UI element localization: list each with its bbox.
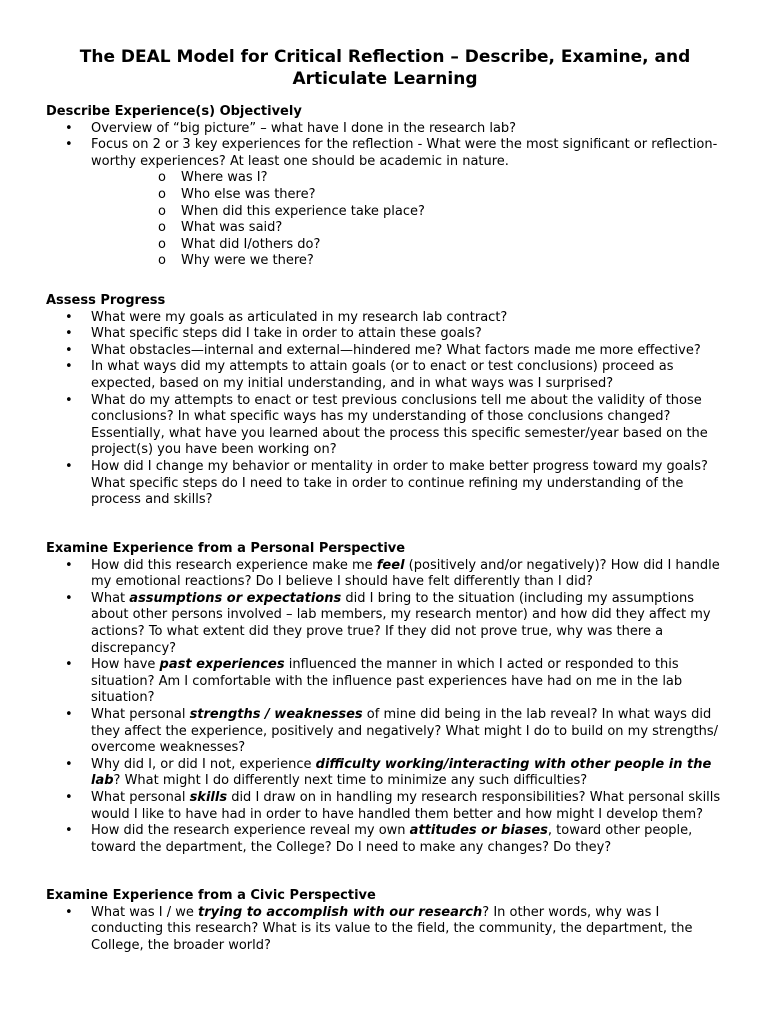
item-text: In what ways did my attempts to attain goals (or to enact or test conclusions) proceed as expected, based on my initial understanding, and in what ways was I surprised? — [91, 359, 674, 391]
section-civic-perspective — [46, 888, 730, 954]
emphasized-text: feel — [376, 557, 405, 573]
item-text: influenced the manner in which I acted or responded to this situation? Am I comfortable with the influence past experiences have had on me in the lab situation? — [91, 657, 683, 706]
item-text: What do my attempts to enact or test previous conclusions tell me about the validity of those conclusions? In what specific ways has my understanding of those conclusions changed? Essentially, what have you learned about the process this specific semester/year based on the project(s) you have been working on? — [91, 392, 708, 458]
list-item — [46, 757, 730, 790]
section-heading: Assess Progress — [46, 293, 166, 308]
sub-list-item — [91, 170, 730, 187]
item-text: What specific steps did I take in order to attain these goals? — [91, 326, 482, 342]
sub-list-item — [91, 187, 730, 204]
emphasized-text: strengths / weaknesses — [189, 706, 363, 722]
bullet-icon: • — [65, 359, 73, 375]
bullet-icon: • — [65, 458, 73, 474]
sub-item-text: What did I/others do? — [181, 236, 321, 252]
list-item — [46, 823, 730, 856]
sub-bullet-icon: o — [158, 236, 166, 252]
bullet-list — [46, 121, 730, 270]
sub-item-text: When did this experience take place? — [181, 203, 425, 219]
sub-item-text: What was said? — [181, 220, 283, 236]
item-text: What obstacles—internal and external—hindered me? What factors made me more effective? — [91, 342, 701, 358]
bullet-list — [46, 310, 730, 509]
list-item — [46, 657, 730, 707]
item-text: What were my goals as articulated in my research lab contract? — [91, 309, 508, 325]
list-item — [46, 459, 730, 509]
list-item — [46, 359, 730, 392]
section-describe-experience — [46, 104, 730, 270]
item-text: (positively and/or negatively)? How did I handle my emotional reactions? Do I believe I should have felt differently than I did? — [91, 557, 720, 590]
item-text: Overview of “big picture” – what have I done in the research lab? — [91, 120, 517, 136]
bullet-icon: • — [65, 120, 73, 136]
emphasized-text: past experiences — [159, 657, 285, 673]
bullet-icon: • — [65, 342, 73, 358]
list-item — [46, 326, 730, 343]
sub-list-item — [91, 204, 730, 221]
item-text: How have — [91, 657, 160, 673]
list-item — [46, 121, 730, 138]
list-item — [46, 591, 730, 657]
emphasized-text: trying to accomplish with our research — [198, 904, 483, 920]
bullet-icon: • — [65, 657, 73, 673]
bullet-icon: • — [65, 756, 73, 772]
emphasized-text: skills — [189, 789, 228, 805]
list-item — [46, 393, 730, 459]
list-item — [46, 790, 730, 823]
bullet-list — [46, 905, 730, 955]
item-text: How did this research experience make me — [91, 557, 377, 573]
list-item — [46, 343, 730, 360]
bullet-icon: • — [65, 904, 73, 920]
item-text: ? In other words, why was I conducting this research? What is its value to the field, the community, the department, the College, the broader world? — [91, 904, 693, 953]
item-text: did I draw on in handling my research responsibilities? What personal skills would I like to have had in order to have handled them better and how might I develop them? — [91, 789, 721, 822]
bullet-icon: • — [65, 823, 73, 839]
list-item — [46, 905, 730, 955]
sub-item-text: Who else was there? — [181, 186, 316, 202]
section-heading: Describe Experience(s) Objectively — [46, 104, 302, 119]
item-text: , toward other people, toward the department, the College? Do I need to make any changes? Do they? — [91, 823, 693, 855]
bullet-icon: • — [65, 706, 73, 722]
bullet-icon: • — [65, 557, 73, 573]
sub-bullet-icon: o — [158, 220, 166, 236]
item-text: Why did I, or did I not, experience — [91, 756, 316, 772]
item-text: of mine did being in the lab reveal? In what ways did they affect the experience, positively and negatively? What might I do to build on my strengths/ overcome weaknesses? — [91, 706, 719, 756]
sub-list-item — [91, 237, 730, 254]
item-text: How did the research experience reveal my own — [91, 823, 410, 839]
sub-bullet-icon: o — [158, 253, 166, 269]
list-item — [46, 558, 730, 591]
bullet-icon: • — [65, 789, 73, 805]
list-item — [46, 707, 730, 757]
item-text: did I bring to the situation (including my assumptions about other persons involved – lab members, my research mentor) and how did they affect my actions? To what extent did they prove true? If they did not prove true, why was there a discrepancy? — [91, 590, 711, 656]
list-item — [46, 137, 730, 270]
sub-list-item — [91, 253, 730, 270]
section-assess-progress — [46, 293, 730, 509]
emphasized-text: assumptions or expectations — [129, 590, 342, 606]
section-heading: Examine Experience from a Personal Perspective — [46, 541, 406, 556]
bullet-icon: • — [65, 392, 73, 408]
bullet-icon: • — [65, 137, 73, 153]
sub-bullet-icon: o — [158, 203, 166, 219]
section-heading: Examine Experience from a Civic Perspective — [46, 888, 376, 903]
item-text: What personal — [91, 789, 190, 805]
bullet-icon: • — [65, 309, 73, 325]
sub-list-item — [91, 220, 730, 237]
document-title: The DEAL Model for Critical Reflection – Describe, Examine, and Articulate Learning — [79, 47, 691, 89]
item-text: What was I / we — [91, 904, 199, 920]
list-item — [46, 310, 730, 327]
bullet-icon: • — [65, 326, 73, 342]
item-text: ? What might I do differently next time to minimize any such difficulties? — [113, 773, 588, 789]
sub-item-text: Where was I? — [181, 170, 268, 186]
item-text: What personal — [91, 706, 190, 722]
bullet-icon: • — [65, 590, 73, 606]
sub-bullet-icon: o — [158, 186, 166, 202]
sub-item-text: Why were we there? — [181, 253, 314, 269]
sub-list — [91, 170, 730, 270]
item-text: What — [91, 590, 130, 606]
item-text: How did I change my behavior or mentality in order to make better progress toward my goals? What specific steps do I need to take in order to continue refining my understanding of the process and skills? — [91, 458, 708, 508]
emphasized-text: attitudes or biases — [409, 823, 548, 839]
bullet-list — [46, 558, 730, 857]
item-text: Focus on 2 or 3 key experiences for the reflection - What were the most significant or reflection-worthy experiences? At least one should be academic in nature. — [91, 137, 718, 169]
emphasized-text: difficulty working/interacting with other people in the lab — [91, 756, 712, 789]
section-personal-perspective — [46, 541, 730, 856]
sub-bullet-icon: o — [158, 170, 166, 186]
